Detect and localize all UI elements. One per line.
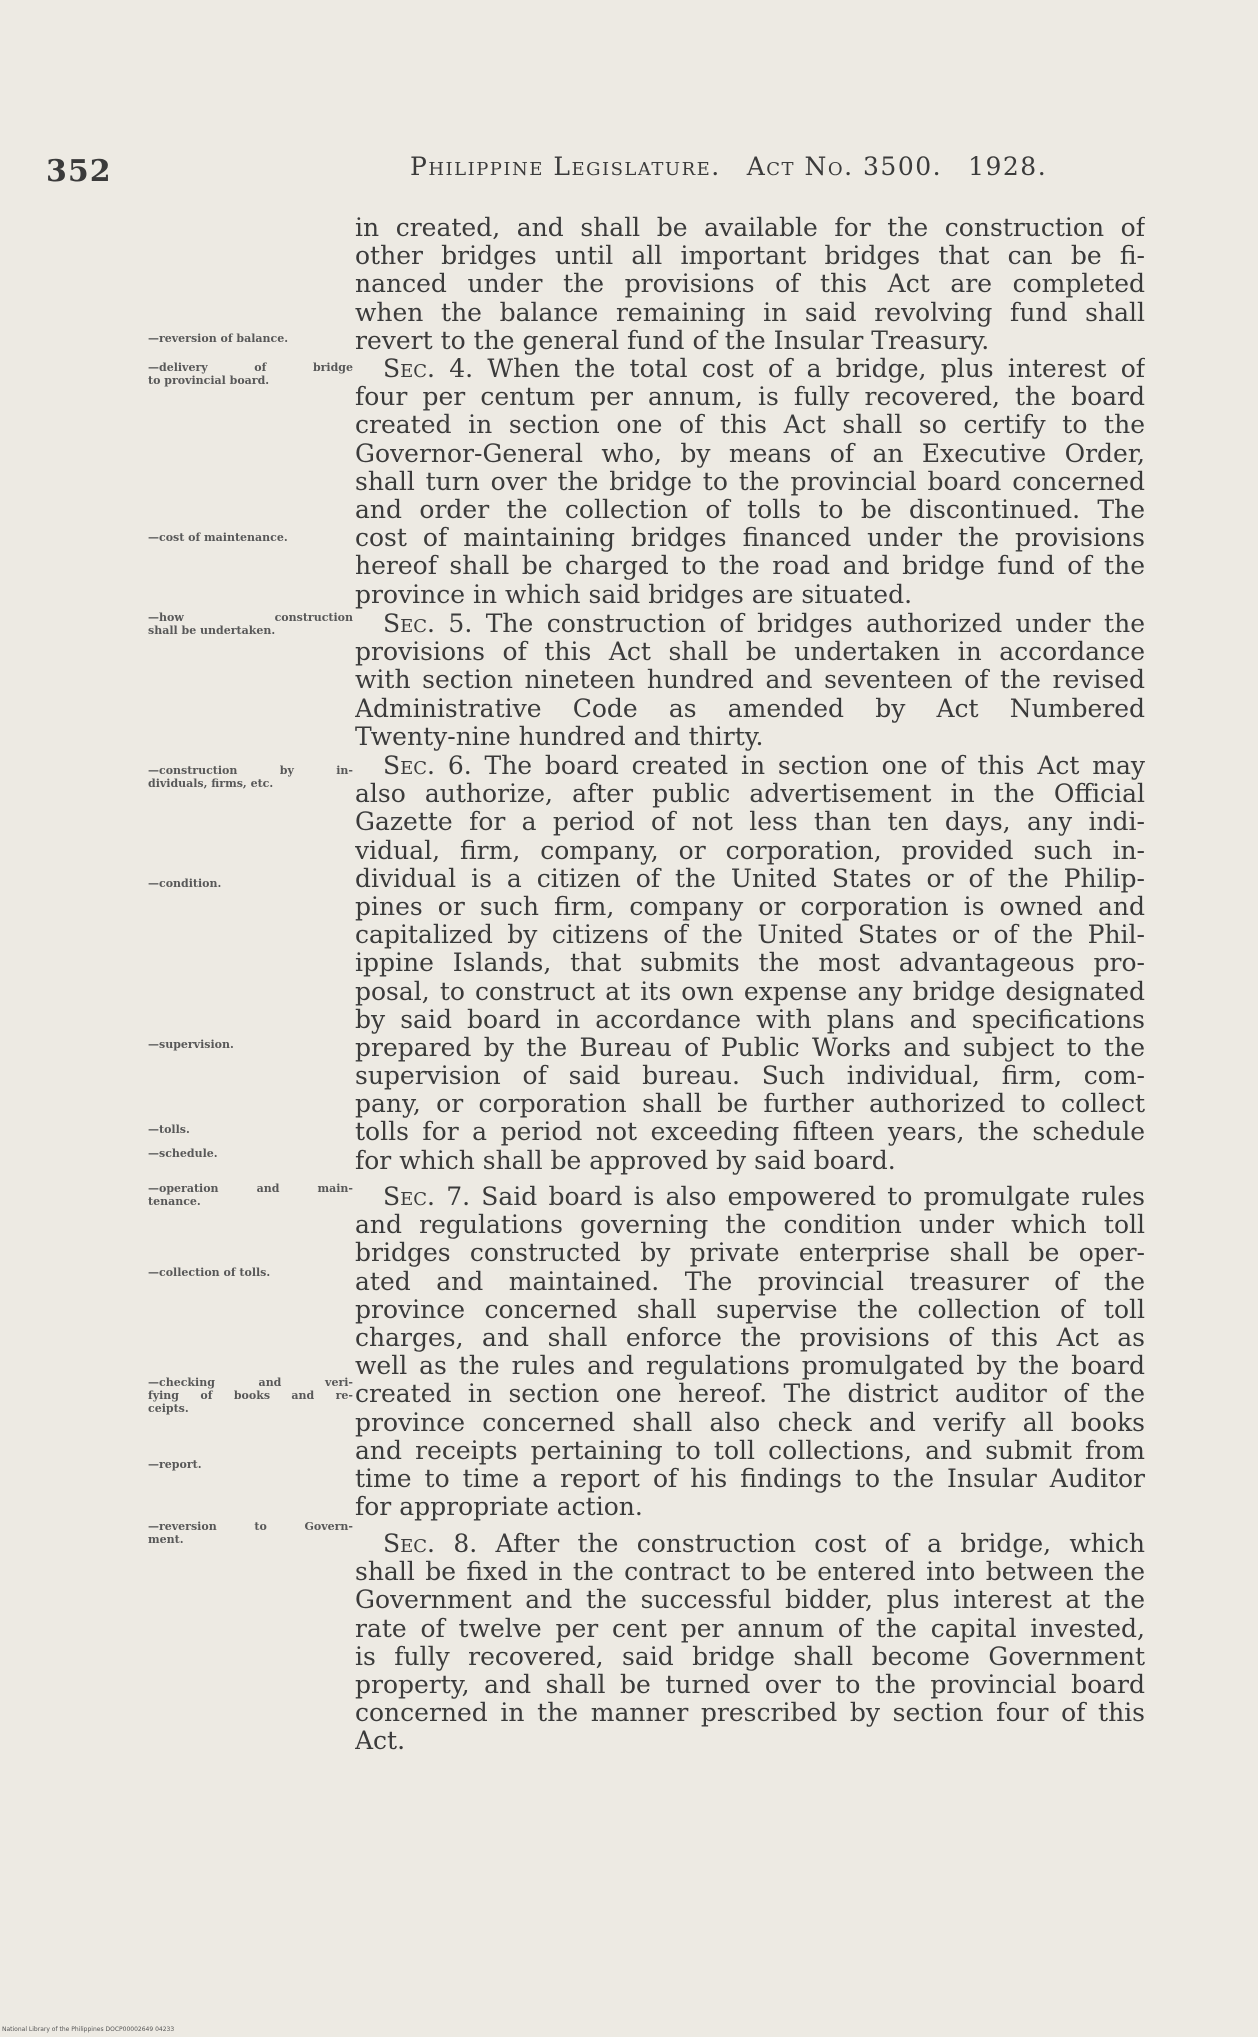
line-text: also authorize, after public advertisement in the Official bbox=[355, 780, 1145, 809]
text-line bbox=[355, 214, 1145, 242]
running-head-title: Philippine Legislature. bbox=[410, 152, 721, 181]
margin-note-line: —operation and main- bbox=[148, 1182, 353, 1195]
line-text: Act. bbox=[355, 1727, 406, 1756]
text-line bbox=[355, 638, 1145, 666]
line-text: pany, or corporation shall be further authorized to collect bbox=[355, 1090, 1145, 1119]
section-paragraph bbox=[355, 355, 1145, 609]
text-line bbox=[355, 695, 1145, 723]
margin-note-line: dividuals, firms, etc. bbox=[148, 777, 274, 790]
text-line bbox=[355, 949, 1145, 977]
line-text: ippine Islands, that submits the most advantageous pro- bbox=[355, 949, 1145, 978]
margin-note bbox=[148, 1182, 353, 1208]
line-text: ated and maintained. The provincial treasurer of the bbox=[355, 1267, 1145, 1296]
section-marker: Sec. bbox=[383, 1183, 435, 1211]
line-text: pines or such firm, company or corporation is owned and bbox=[355, 892, 1145, 921]
line-text: Administrative Code as amended by Act Numbered bbox=[355, 694, 1145, 723]
footer-imprint: National Library of the Philippines DOCP00002649 04233 bbox=[2, 2026, 175, 2033]
section-marker: Sec. bbox=[383, 610, 435, 638]
line-text: charges, and shall enforce the provisions of this Act as bbox=[355, 1323, 1145, 1352]
margin-note bbox=[148, 1520, 353, 1546]
text-line bbox=[355, 1147, 1145, 1175]
text-line bbox=[355, 440, 1145, 468]
line-text: 6. The board created in section one of this Act may bbox=[435, 752, 1145, 780]
margin-note bbox=[148, 361, 353, 387]
text-line bbox=[355, 1062, 1145, 1090]
margin-note bbox=[148, 1147, 353, 1160]
running-head-year: 1928. bbox=[968, 152, 1048, 181]
margin-note-line: fying of books and re- bbox=[148, 1389, 353, 1402]
margin-note bbox=[148, 877, 353, 890]
line-text: Twenty-nine hundred and thirty. bbox=[355, 722, 764, 751]
text-line bbox=[355, 1183, 1145, 1211]
running-head bbox=[410, 152, 1047, 181]
margin-note bbox=[148, 1038, 353, 1051]
line-text: 5. The construction of bridges authorized under the bbox=[435, 610, 1145, 638]
line-text: other bridges until all important bridges that can be fi- bbox=[355, 242, 1145, 271]
section-paragraph bbox=[355, 610, 1145, 751]
line-text: time to time a report of his findings to the Insular Auditor bbox=[355, 1464, 1145, 1493]
text-line bbox=[355, 1530, 1145, 1558]
line-text: created in section one of this Act shall so certify to the bbox=[355, 411, 1145, 440]
line-text: in created, and shall be available for the construction of bbox=[355, 214, 1145, 242]
text-line bbox=[355, 752, 1145, 780]
text-line bbox=[355, 1409, 1145, 1437]
line-text: posal, to construct at its own expense any bridge designated bbox=[355, 977, 1145, 1006]
page-number: 352 bbox=[46, 154, 112, 189]
text-line bbox=[355, 1671, 1145, 1699]
line-text: Government and the successful bidder, plus interest at the bbox=[355, 1586, 1145, 1615]
text-line bbox=[355, 411, 1145, 439]
margin-note-line: —reversion of balance. bbox=[148, 332, 289, 345]
text-line bbox=[355, 1268, 1145, 1296]
text-line bbox=[355, 270, 1145, 298]
line-text: property, and shall be turned over to the provincial board bbox=[355, 1670, 1145, 1699]
margin-note-line: —reversion to Govern- bbox=[148, 1520, 353, 1533]
text-line bbox=[355, 1380, 1145, 1408]
margin-note-line: —how construction bbox=[148, 611, 353, 624]
text-line bbox=[355, 383, 1145, 411]
text-line bbox=[355, 1090, 1145, 1118]
text-line bbox=[355, 1586, 1145, 1614]
text-line bbox=[355, 355, 1145, 383]
margin-note bbox=[148, 1123, 353, 1136]
text-line bbox=[355, 327, 1145, 355]
line-text: province concerned shall also check and verify all books bbox=[355, 1408, 1145, 1437]
text-line bbox=[355, 1324, 1145, 1352]
margin-note-line: to provincial board. bbox=[148, 374, 270, 387]
section-paragraph bbox=[355, 1530, 1145, 1756]
margin-note-line: —collection of tolls. bbox=[148, 1266, 271, 1279]
line-text: revert to the general fund of the Insular Treasury. bbox=[355, 326, 990, 355]
text-line bbox=[355, 808, 1145, 836]
margin-note-line: —checking and veri- bbox=[148, 1376, 353, 1389]
line-text: four per centum per annum, is fully recovered, the board bbox=[355, 383, 1145, 412]
margin-note bbox=[148, 764, 353, 790]
text-line bbox=[355, 921, 1145, 949]
margin-note-line: —tolls. bbox=[148, 1123, 190, 1136]
margin-note-line: —schedule. bbox=[148, 1147, 218, 1160]
text-line bbox=[355, 299, 1145, 327]
text-line bbox=[355, 524, 1145, 552]
line-text: provisions of this Act shall be undertaken in accordance bbox=[355, 638, 1145, 667]
text-line bbox=[355, 610, 1145, 638]
line-text: by said board in accordance with plans and specifications bbox=[355, 1005, 1145, 1034]
margin-note bbox=[148, 1376, 353, 1415]
text-line bbox=[355, 1615, 1145, 1643]
running-head-act: Act No. 3500. bbox=[746, 152, 943, 181]
margin-note-line: shall be undertaken. bbox=[148, 624, 276, 637]
margin-note-line: tenance. bbox=[148, 1195, 201, 1208]
text-line bbox=[355, 581, 1145, 609]
margin-note-line: —report. bbox=[148, 1458, 202, 1471]
line-text: bridges constructed by private enterprise shall be oper- bbox=[355, 1239, 1145, 1268]
line-text: created in section one hereof. The district auditor of the bbox=[355, 1380, 1145, 1409]
text-line bbox=[355, 723, 1145, 751]
text-line bbox=[355, 496, 1145, 524]
text-line bbox=[355, 1006, 1145, 1034]
text-line bbox=[355, 893, 1145, 921]
text-line bbox=[355, 1296, 1145, 1324]
section-paragraph bbox=[355, 214, 1145, 355]
text-line bbox=[355, 1465, 1145, 1493]
line-text: concerned in the manner prescribed by section four of this bbox=[355, 1699, 1145, 1728]
text-line bbox=[355, 1699, 1145, 1727]
text-line bbox=[355, 666, 1145, 694]
text-line bbox=[355, 1118, 1145, 1146]
text-line bbox=[355, 1239, 1145, 1267]
line-text: Gazette for a period of not less than ten days, any indi- bbox=[355, 808, 1145, 837]
line-text: 7. Said board is also empowered to promulgate rules bbox=[435, 1183, 1145, 1211]
line-text: is fully recovered, said bridge shall become Government bbox=[355, 1642, 1145, 1671]
line-text: hereof shall be charged to the road and bridge fund of the bbox=[355, 552, 1145, 581]
text-line bbox=[355, 780, 1145, 808]
line-text: capitalized by citizens of the United States or of the Phil- bbox=[355, 921, 1145, 950]
text-line bbox=[355, 1352, 1145, 1380]
text-line bbox=[355, 1034, 1145, 1062]
text-line bbox=[355, 1211, 1145, 1239]
text-line bbox=[355, 1727, 1145, 1755]
text-line bbox=[355, 1437, 1145, 1465]
line-text: supervision of said bureau. Such individual, firm, com- bbox=[355, 1062, 1145, 1091]
line-text: dividual is a citizen of the United States or of the Philip- bbox=[355, 864, 1145, 893]
line-text: cost of maintaining bridges financed under the provisions bbox=[355, 524, 1145, 553]
line-text: rate of twelve per cent per annum of the capital invested, bbox=[355, 1614, 1145, 1643]
line-text: 8. After the construction cost of a bridge, which bbox=[435, 1530, 1145, 1558]
line-text: province in which said bridges are situated. bbox=[355, 580, 913, 609]
margin-note-line: —construction by in- bbox=[148, 764, 353, 777]
line-text: and receipts pertaining to toll collections, and submit from bbox=[355, 1436, 1145, 1465]
line-text: 4. When the total cost of a bridge, plus interest of bbox=[435, 355, 1145, 383]
line-text: vidual, firm, company, or corporation, provided such in- bbox=[355, 836, 1145, 865]
margin-note-line: —delivery of bridge bbox=[148, 361, 353, 374]
text-line bbox=[355, 468, 1145, 496]
text-line bbox=[355, 865, 1145, 893]
text-line bbox=[355, 837, 1145, 865]
line-text: well as the rules and regulations promulgated by the board bbox=[355, 1352, 1145, 1381]
section-marker: Sec. bbox=[383, 1530, 435, 1558]
line-text: for appropriate action. bbox=[355, 1493, 643, 1522]
section-paragraph bbox=[355, 1183, 1145, 1521]
section-marker: Sec. bbox=[383, 355, 435, 383]
line-text: province concerned shall supervise the collection of toll bbox=[355, 1295, 1145, 1324]
margin-note bbox=[148, 531, 353, 544]
line-text: for which shall be approved by said board. bbox=[355, 1146, 896, 1175]
line-text: and regulations governing the condition under which toll bbox=[355, 1211, 1145, 1240]
line-text: Governor-General who, by means of an Executive Order, bbox=[355, 439, 1145, 468]
text-line bbox=[355, 552, 1145, 580]
margin-note bbox=[148, 332, 353, 345]
margin-note-line: ment. bbox=[148, 1533, 184, 1546]
margin-note-line: ceipts. bbox=[148, 1402, 189, 1415]
line-text: tolls for a period not exceeding fifteen years, the schedule bbox=[355, 1118, 1145, 1147]
line-text: shall be fixed in the contract to be entered into between the bbox=[355, 1558, 1145, 1587]
line-text: prepared by the Bureau of Public Works and subject to the bbox=[355, 1033, 1145, 1062]
text-line bbox=[355, 1558, 1145, 1586]
text-line bbox=[355, 1643, 1145, 1671]
text-line bbox=[355, 242, 1145, 270]
margin-note-line: —condition. bbox=[148, 877, 222, 890]
section-marker: Sec. bbox=[383, 752, 435, 780]
margin-note-line: —supervision. bbox=[148, 1038, 234, 1051]
margin-note bbox=[148, 1458, 353, 1471]
line-text: when the balance remaining in said revolving fund shall bbox=[355, 298, 1145, 327]
line-text: nanced under the provisions of this Act are completed bbox=[355, 270, 1145, 299]
line-text: with section nineteen hundred and seventeen of the revised bbox=[355, 666, 1145, 695]
text-line bbox=[355, 1493, 1145, 1521]
margin-note-line: —cost of maintenance. bbox=[148, 531, 288, 544]
line-text: shall turn over the bridge to the provincial board concerned bbox=[355, 467, 1145, 496]
text-line bbox=[355, 978, 1145, 1006]
margin-note bbox=[148, 1266, 353, 1279]
margin-note bbox=[148, 611, 353, 637]
section-paragraph bbox=[355, 752, 1145, 1175]
line-text: and order the collection of tolls to be discontinued. The bbox=[355, 495, 1145, 524]
